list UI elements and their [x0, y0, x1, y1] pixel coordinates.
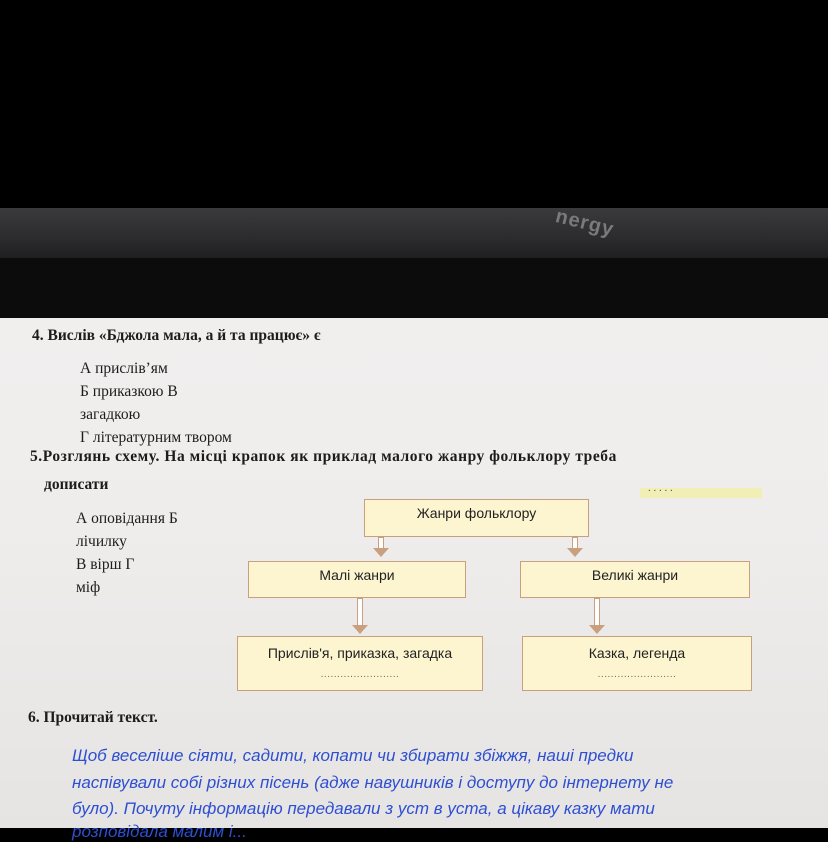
- paragraph-line-3: було). Почуту інформацію передавали з уст в уста, а цікаву казку мати: [72, 799, 655, 818]
- paragraph-line-4: розповідала малим і...: [72, 822, 247, 841]
- paragraph-line-2: наспівували собі різних пісень (адже навушників і доступу до інтернету не: [72, 773, 674, 792]
- diagram-large-examples-label: Казка, легенда: [588, 645, 686, 661]
- question-4-option-b: Б приказкою В: [80, 383, 178, 400]
- diagram-root-label: Жанри фольклору: [416, 505, 537, 521]
- diagram-large-examples-dots: ........................: [597, 669, 677, 680]
- question-5-option-a: А оповідання Б: [76, 510, 178, 527]
- question-5-option-v: В вірш Г: [76, 556, 135, 573]
- question-4-option-b-cont: загадкою: [80, 406, 141, 423]
- paragraph-line-1: Щоб веселіше сіяти, садити, копати чи збирати збіжжя, наші предки: [72, 746, 634, 765]
- question-5-option-b: лічилку: [76, 533, 127, 550]
- question-5-title-line1: 5.Розглянь схему. На місці крапок як приклад малого жанру фольклору треба: [30, 448, 617, 465]
- diagram-large-examples-box: [522, 636, 752, 691]
- diagram-small-examples-label: Прислів'я, приказка, загадка: [267, 645, 453, 661]
- question-4-option-a: А прислів’ям: [80, 360, 168, 377]
- laptop-screen-edge: [0, 208, 828, 264]
- diagram-small-genres-box: [248, 561, 466, 598]
- diagram-small-examples-box: [237, 636, 483, 691]
- dark-band: [0, 258, 828, 318]
- highlight-dots: . . . . .: [648, 482, 673, 494]
- question-4-title: 4. Вислів «Бджола мала, а й та працює» є: [32, 327, 321, 344]
- brand-logo: nergy: [553, 205, 617, 241]
- question-4-option-g: Г літературним твором: [80, 429, 232, 446]
- question-5-option-g: міф: [76, 579, 101, 596]
- diagram-root-box: [364, 499, 589, 537]
- question-6-title: 6. Прочитай текст.: [28, 709, 158, 726]
- question-5-title-line2: дописати: [44, 476, 109, 493]
- diagram-small-genres-label: Малі жанри: [319, 567, 395, 583]
- diagram-large-genres-box: [520, 561, 750, 598]
- diagram-small-examples-dots: ........................: [320, 669, 400, 680]
- diagram-large-genres-label: Великі жанри: [591, 567, 679, 583]
